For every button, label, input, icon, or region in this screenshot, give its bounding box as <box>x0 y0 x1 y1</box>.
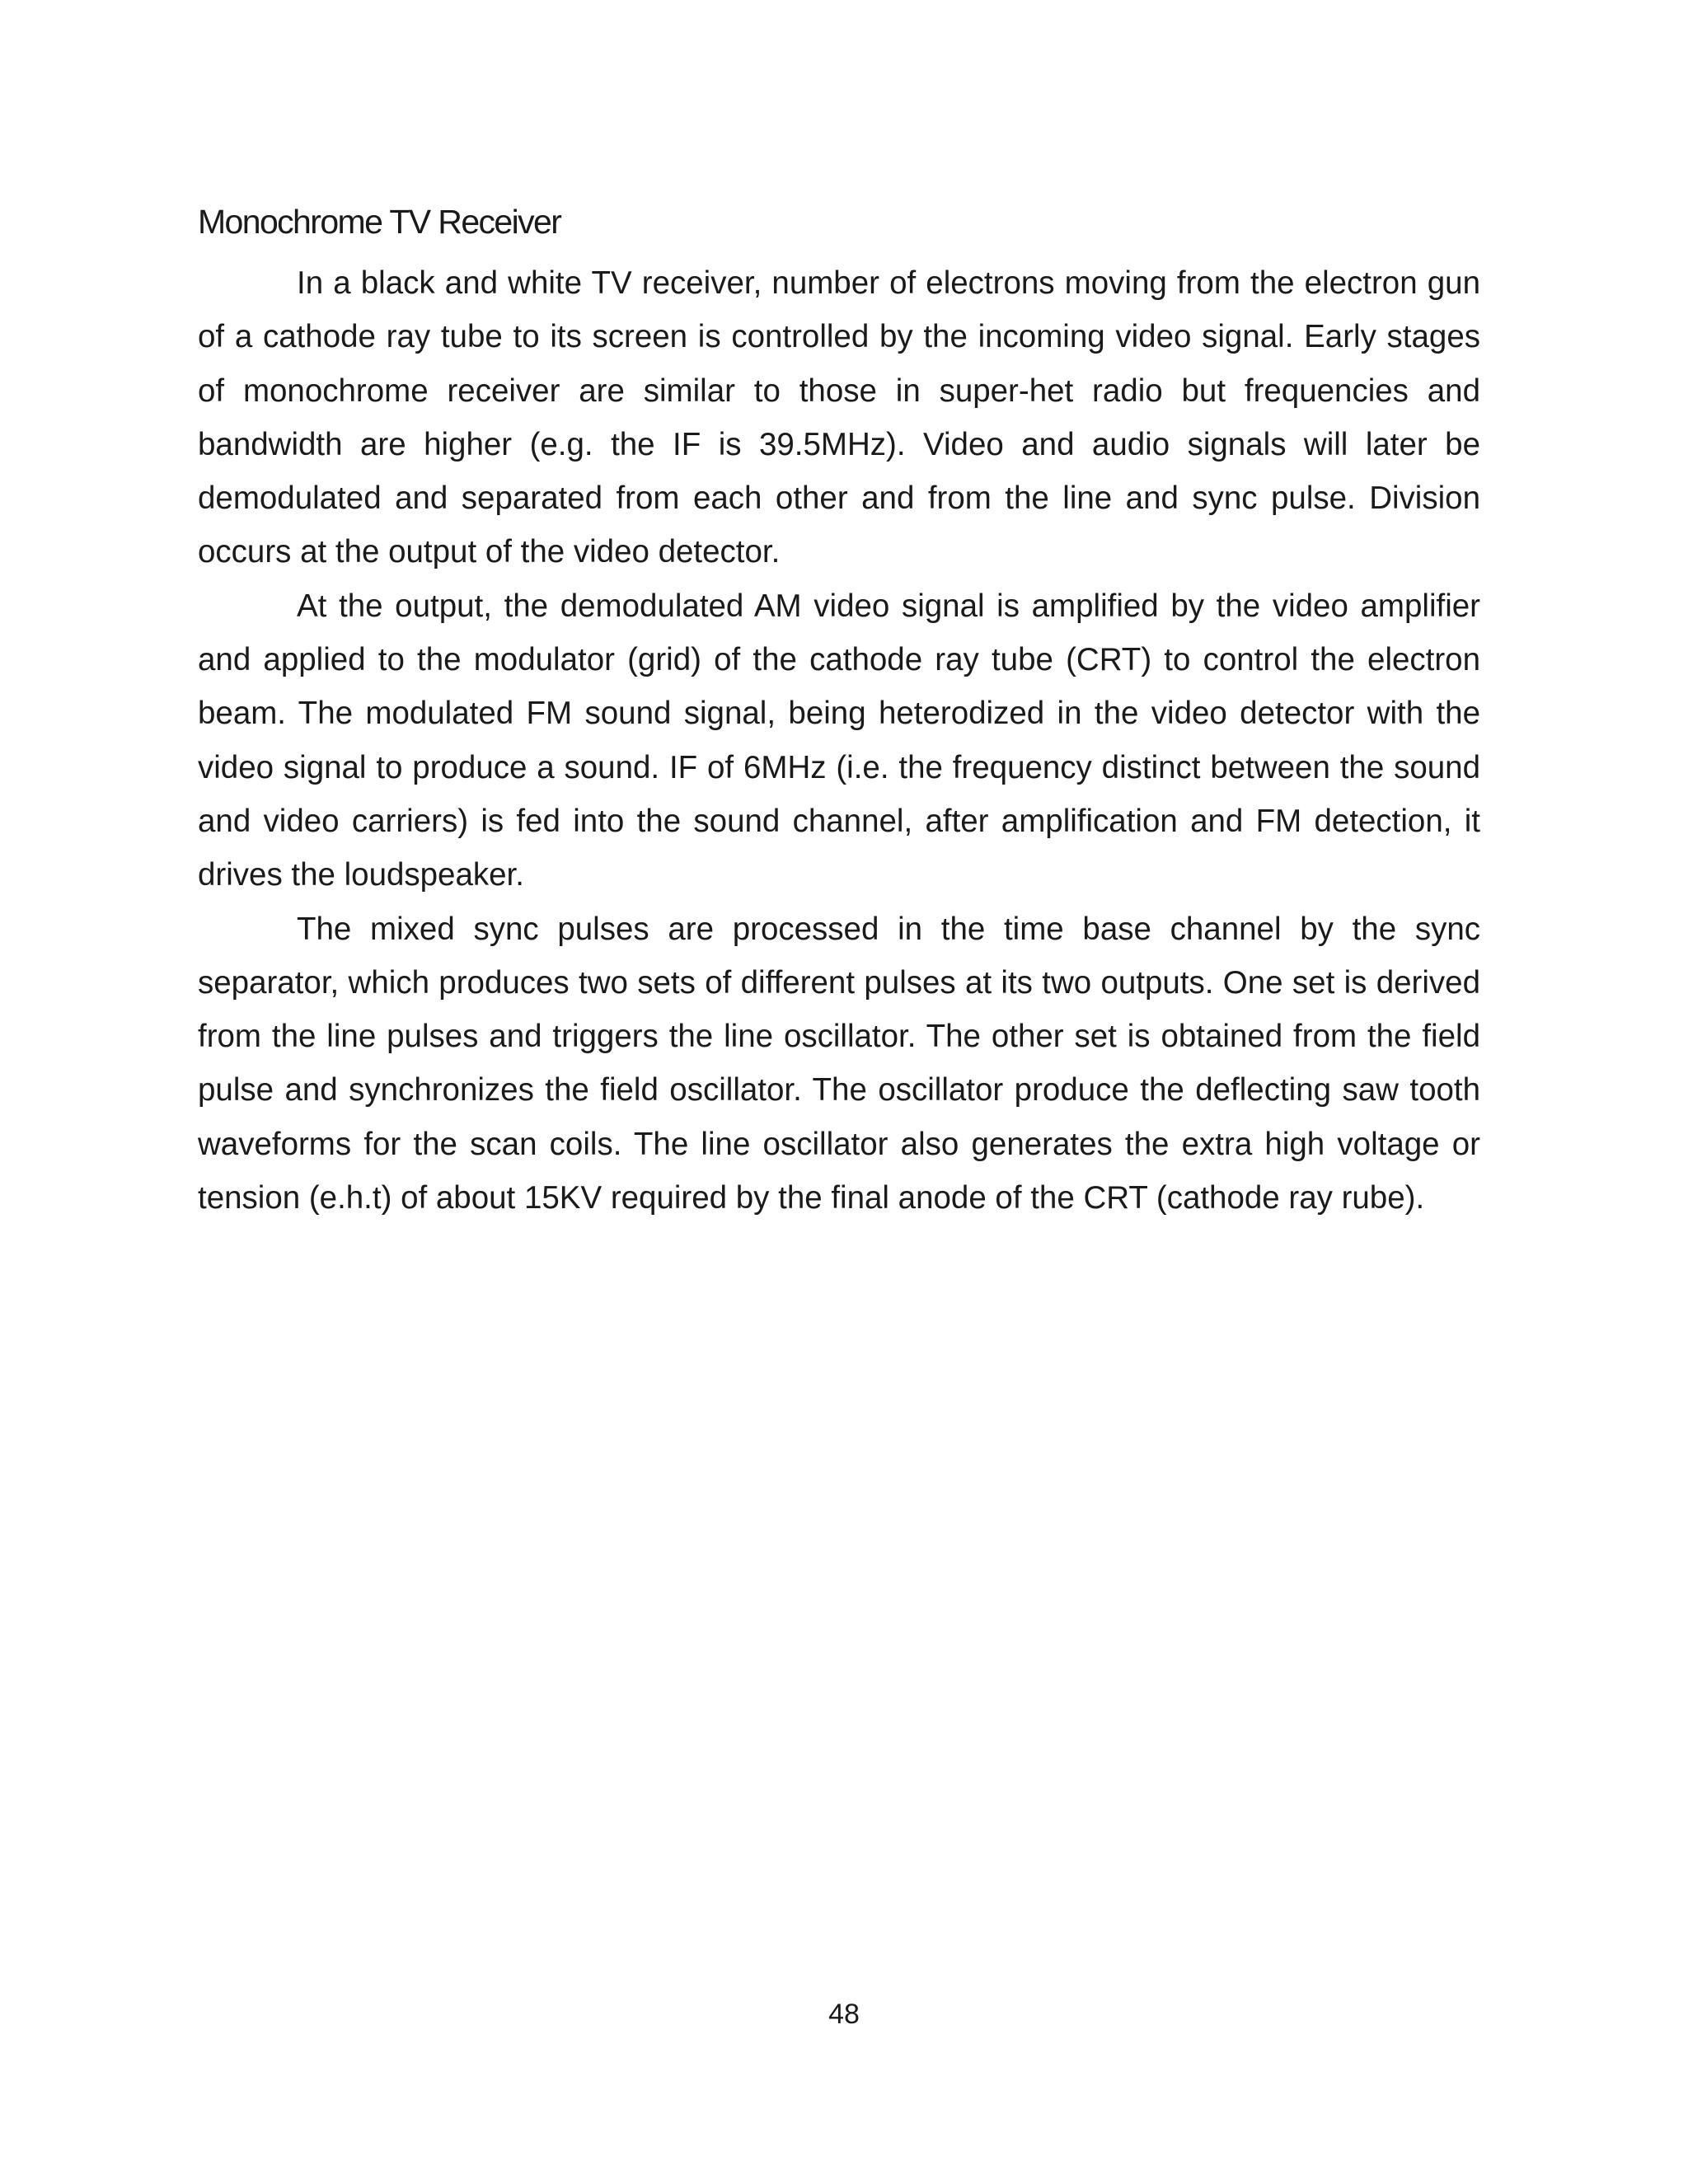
body-text <box>198 256 1480 1225</box>
paragraph: The mixed sync pulses are processed in the time base channel by the sync separator, which produces two sets of different pulses at its two outputs. One set is derived from the line pulses and triggers the line oscillator. The other set is obtained from the field pulse and synchronizes the field oscillator. The oscillator produce the deflecting saw tooth waveforms for the scan coils. The line oscillator also generates the extra high voltage or tension (e.h.t) of about 15KV required by the final anode of the CRT (cathode ray rube). <box>198 911 1480 1216</box>
paragraph: At the output, the demodulated AM video signal is amplified by the video amplifier and applied to the modulator (grid) of the cathode ray tube (CRT) to control the electron beam. The modulated FM sound signal, being heterodized in the video detector with the video signal to produce a sound. IF of 6MHz (i.e. the frequency distinct between the sound and video carriers) is fed into the sound channel, after amplification and FM detection, it drives the loudspeaker. <box>198 588 1480 893</box>
page-number: 48 <box>828 1999 860 2030</box>
section-heading: Monochrome TV Receiver <box>198 203 561 241</box>
paragraph: In a black and white TV receiver, number of electrons moving from the electron gun of a cathode ray tube to its screen is controlled by the incoming video signal. Early stages of monochrome receiver are similar to those in super-het radio but frequencies and bandwidth are higher (e.g. the IF is 39.5MHz). Video and audio signals will later be demodulated and separated from each other and from the line and sync pulse. Division occurs at the output of the video detector. <box>198 265 1480 570</box>
